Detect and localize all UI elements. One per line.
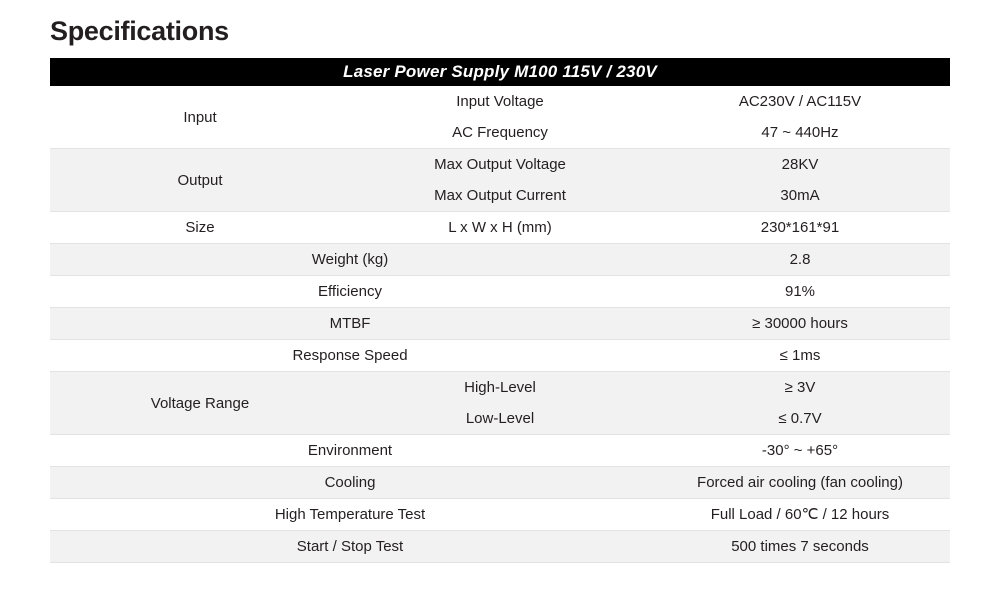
row-value-weight: 2.8 — [650, 244, 950, 276]
table-row — [50, 86, 950, 117]
row-sub-ac-frequency: AC Frequency — [350, 117, 650, 149]
table-row — [50, 149, 950, 181]
row-sub-max-output-voltage: Max Output Voltage — [350, 149, 650, 181]
row-label-weight: Weight (kg) — [50, 244, 650, 276]
row-value-low-level: ≤ 0.7V — [650, 403, 950, 435]
table-row — [50, 531, 950, 563]
row-label-environment: Environment — [50, 435, 650, 467]
row-label-input: Input — [50, 86, 350, 149]
row-sub-max-output-current: Max Output Current — [350, 180, 650, 212]
row-label-efficiency: Efficiency — [50, 276, 650, 308]
row-label-voltage-range: Voltage Range — [50, 372, 350, 435]
table-row — [50, 435, 950, 467]
row-label-size: Size — [50, 212, 350, 244]
row-label-mtbf: MTBF — [50, 308, 650, 340]
row-value-mtbf: ≥ 30000 hours — [650, 308, 950, 340]
row-value-max-output-current: 30mA — [650, 180, 950, 212]
row-value-max-output-voltage: 28KV — [650, 149, 950, 181]
row-value-high-level: ≥ 3V — [650, 372, 950, 404]
row-label-cooling: Cooling — [50, 467, 650, 499]
table-row — [50, 276, 950, 308]
row-value-size: 230*161*91 — [650, 212, 950, 244]
row-label-high-temperature-test: High Temperature Test — [50, 499, 650, 531]
table-row — [50, 212, 950, 244]
row-label-start-stop-test: Start / Stop Test — [50, 531, 650, 563]
table-row — [50, 372, 950, 404]
table-header-title: Laser Power Supply M100 115V / 230V — [50, 58, 950, 86]
row-value-environment: -30° ~ +65° — [650, 435, 950, 467]
row-sub-high-level: High-Level — [350, 372, 650, 404]
table-row — [50, 467, 950, 499]
row-value-response-speed: ≤ 1ms — [650, 340, 950, 372]
row-value-cooling: Forced air cooling (fan cooling) — [650, 467, 950, 499]
table-row — [50, 340, 950, 372]
row-value-ac-frequency: 47 ~ 440Hz — [650, 117, 950, 149]
row-sub-low-level: Low-Level — [350, 403, 650, 435]
table-row — [50, 499, 950, 531]
row-sub-input-voltage: Input Voltage — [350, 86, 650, 117]
specifications-table — [50, 58, 950, 563]
row-label-response-speed: Response Speed — [50, 340, 650, 372]
row-value-efficiency: 91% — [650, 276, 950, 308]
table-row — [50, 308, 950, 340]
page-title: Specifications — [50, 16, 229, 46]
row-value-input-voltage: AC230V / AC115V — [650, 86, 950, 117]
row-value-start-stop-test: 500 times 7 seconds — [650, 531, 950, 563]
row-sub-size: L x W x H (mm) — [350, 212, 650, 244]
row-value-high-temperature-test: Full Load / 60℃ / 12 hours — [650, 499, 950, 531]
table-header-row — [50, 58, 950, 86]
table-row — [50, 244, 950, 276]
row-label-output: Output — [50, 149, 350, 212]
